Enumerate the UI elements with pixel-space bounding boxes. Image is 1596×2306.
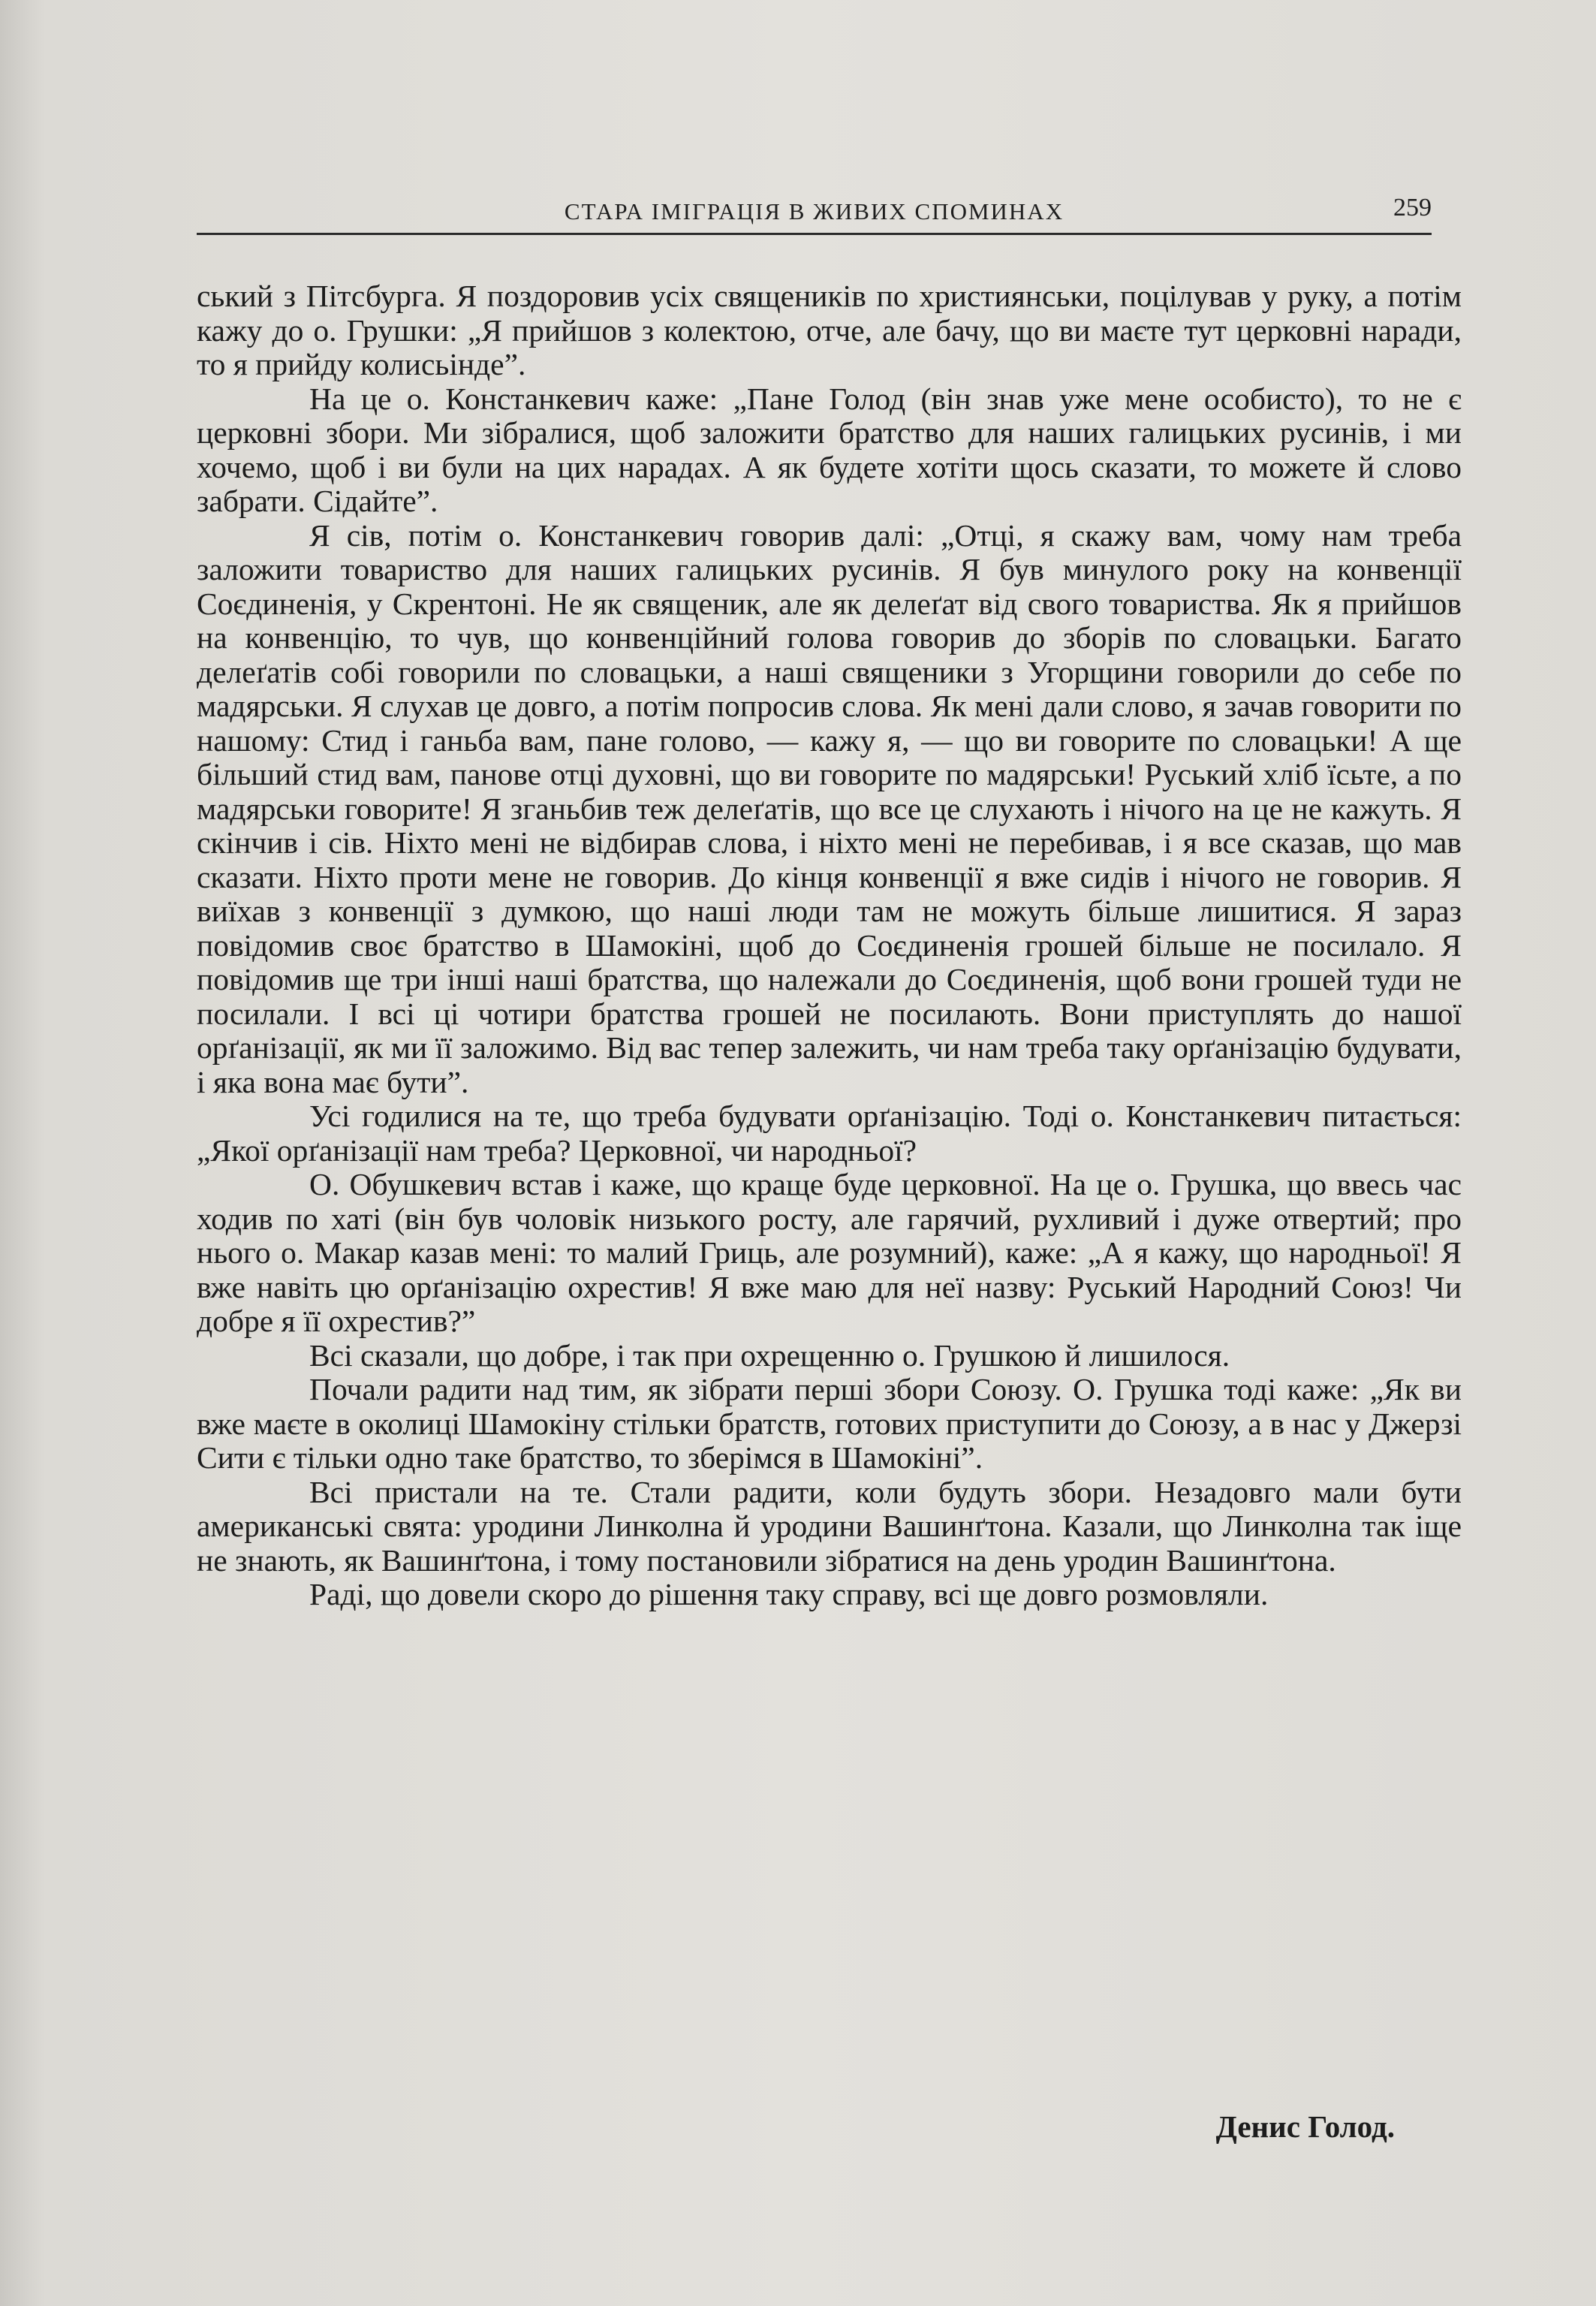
paragraph-7: Почали радити над тим, як зібрати перші збори Союзу. О. Грушка тоді каже: „Як ви вже маєте в околиці Шамокіну стільки братств, готових приступити до Союзу, а в нас у Джерзі Сити є тільки одно таке братство, то зберімся в Шамокіні”. xyxy=(197,1372,1462,1475)
page-number: 259 xyxy=(1393,194,1432,222)
author-signature: Денис Голод. xyxy=(1215,2109,1395,2144)
page-header xyxy=(197,188,1432,235)
paragraph-8: Всі пристали на те. Стали радити, коли будуть збори. Незадовго мали бути американські свята: уродини Линколна й уродини Вашинґтона. Казали, що Линколна так іще не знають, як Вашинґтона, і тому постановили зібратися на день уродин Вашинґтона. xyxy=(197,1474,1462,1578)
running-head: СТАРА ІМІГРАЦІЯ В ЖИВИХ СПОМИНАХ xyxy=(564,198,1065,225)
paragraph-2: На це о. Констанкевич каже: „Пане Голод (він знав уже мене особисто), то не є церковні збори. Ми зібралися, щоб заложити братство для наших галицьких русинів, і ми хочемо, щоб і ви були на цих нарадах. А як будете хотіти щось сказати, то можете й слово забрати. Сідайте”. xyxy=(197,381,1462,518)
body-text xyxy=(197,279,1462,1612)
paragraph-6: Всі сказали, що добре, і так при охрещенню о. Грушкою й лишилося. xyxy=(309,1337,1230,1373)
paragraph-5: О. Обушкевич встав і каже, що краще буде церковної. На це о. Грушка, що ввесь час ходив по хаті (він був чоловік низького росту, але гарячий, рухливий і дуже отвертий; про нього о. Макар казав мені: то малий Гриць, але розумний), каже: „А я кажу, що народньої! Я вже навіть цю орґанізацію охрестив! Я вже маю для неї назву: Руський Народний Союз! Чи добре я її охрестив?” xyxy=(197,1167,1462,1338)
paragraph-3: Я сів, потім о. Констанкевич говорив далі: „Отці, я скажу вам, чому нам треба заложити товариство для наших галицьких русинів. Я був минулого року на конвенції Соєдиненія, у Скрентоні. Не як священик, але як делеґат від свого товариства. Як я прийшов на конвенцію, то чув, що конвенційний голова говорив до зборів по словацьки. Багато делеґатів собі говорили по словацьки, а наші священики з Угорщини говорили до себе по мадярськи. Я слухав це довго, а потім попросив слова. Як мені дали слово, я зачав говорити по нашому: Стид і ганьба вам, пане голово, — кажу я, — що ви говорите по словацьки! А ще більший стид вам, панове отці духовні, що ви говорите по мадярськи! Руський хліб їсьте, а по мадярськи говорите! Я зганьбив теж делеґатів, що все це слухають і нічого на це не кажуть. Я скінчив і сів. Ніхто мені не відбирав слова, і ніхто мені не перебивав, і я все сказав, що мав сказати. Ніхто проти мене не говорив. До кінця конвенції я вже сидів і нічого не говорив. Я виїхав з конвенції з думкою, що наші люди там не можуть більше лишитися. Я зараз повідомив своє братство в Шамокіні, щоб до Соєдиненія грошей більше не посилало. Я повідомив ще три інші наші братства, що належали до Соєдиненія, щоб вони грошей туди не посилали. І всі ці чотири братства грошей не посилають. Вони приступлять до нашої орґанізації, як ми її заложимо. Від вас тепер залежить, чи нам треба таку орґанізацію будувати, і яка вона має бути”. xyxy=(197,517,1462,1099)
paragraph-1: ський з Пітсбурга. Я поздоровив усіх священиків по християнськи, поцілував у руку, а потім кажу до о. Грушки: „Я прийшов з колектою, отче, але бачу, що ви маєте тут церковні наради, то я прийду колисьінде”. xyxy=(197,279,1462,381)
paragraph-4: Усі годилися на те, що треба будувати орґанізацію. Тоді о. Констанкевич питається: „Якої орґанізації нам треба? Церковної, чи народньої? xyxy=(197,1099,1462,1168)
paragraph-9: Раді, що довели скоро до рішення таку справу, всі ще довго розмовляли. xyxy=(309,1577,1269,1611)
